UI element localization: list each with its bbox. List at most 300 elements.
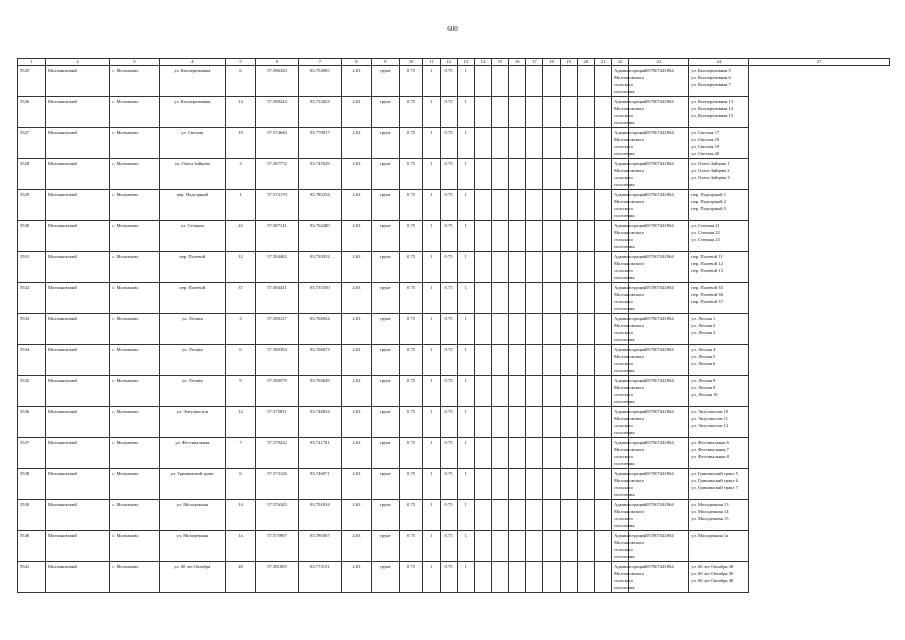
owner-cell bbox=[612, 97, 646, 128]
empty-cell bbox=[474, 159, 491, 190]
served-addresses-cell bbox=[689, 128, 749, 159]
row-id-cell: 5532 bbox=[18, 283, 46, 314]
area-cell: 2.63 bbox=[341, 221, 371, 252]
empty-cell bbox=[594, 438, 611, 469]
ogrn-cell: 1057007441864 bbox=[629, 128, 689, 159]
empty-cell bbox=[526, 562, 543, 593]
empty-cell bbox=[594, 252, 611, 283]
owner-cell bbox=[612, 500, 646, 531]
empty-cell bbox=[474, 345, 491, 376]
served-address: пер. Полевой 37 bbox=[691, 299, 723, 304]
owner-line: Молчановского bbox=[614, 540, 645, 545]
empty-cell bbox=[491, 190, 508, 221]
empty-cell bbox=[509, 252, 526, 283]
column-number-cell: 12 bbox=[440, 59, 457, 66]
row-id-cell: 5541 bbox=[18, 562, 46, 593]
street-cell: ул. Светлая bbox=[159, 128, 225, 159]
served-addresses-cell bbox=[689, 314, 749, 345]
value-cell-14: 1 bbox=[457, 469, 474, 500]
served-address: пер. Полевой 36 bbox=[691, 292, 723, 297]
owner-line: поселения bbox=[614, 585, 635, 590]
served-address: ул. Светлая 17 bbox=[691, 130, 720, 135]
empty-cell bbox=[577, 190, 594, 221]
value-cell-13: 0.75 bbox=[440, 438, 457, 469]
district-cell: Молчановский bbox=[45, 128, 109, 159]
locality-cell: с. Молчаново bbox=[110, 252, 159, 283]
surface-cell: грунт bbox=[371, 221, 399, 252]
empty-cell bbox=[474, 283, 491, 314]
longitude-cell: 83.766924 bbox=[298, 314, 341, 345]
column-number-cell: 24 bbox=[689, 59, 749, 66]
owner-cell bbox=[612, 469, 646, 500]
column-number-row bbox=[18, 59, 890, 66]
house-number-cell: 14 bbox=[226, 97, 256, 128]
value-cell-13: 0.75 bbox=[440, 159, 457, 190]
row-id-cell: 5537 bbox=[18, 438, 46, 469]
served-address: пер. Полевой 13 bbox=[691, 268, 723, 273]
ogrn-cell: 1057007441864 bbox=[629, 66, 689, 97]
locality-cell: с. Молчаново bbox=[110, 562, 159, 593]
surface-cell: грунт bbox=[371, 128, 399, 159]
owner-line: Молчановского bbox=[614, 230, 645, 235]
surface-cell: грунт bbox=[371, 159, 399, 190]
ogrn-cell: 1057007441864 bbox=[629, 252, 689, 283]
house-number-cell: 9 bbox=[226, 376, 256, 407]
owner-line: Молчановского bbox=[614, 478, 645, 483]
owner-line: Молчановского bbox=[614, 385, 645, 390]
served-addresses-cell bbox=[689, 531, 749, 562]
empty-cell bbox=[491, 562, 508, 593]
row-id-cell: 5538 bbox=[18, 469, 46, 500]
house-number-cell: 12 bbox=[226, 252, 256, 283]
column-number-cell: 10 bbox=[399, 59, 423, 66]
owner-line: сельского bbox=[614, 578, 633, 583]
value-cell-14: 1 bbox=[457, 407, 474, 438]
surface-cell: грунт bbox=[371, 345, 399, 376]
district-cell: Молчановский bbox=[45, 314, 109, 345]
served-addresses-cell bbox=[689, 345, 749, 376]
owner-cell bbox=[612, 159, 646, 190]
empty-cell bbox=[577, 376, 594, 407]
owner-line: поселения bbox=[614, 275, 635, 280]
empty-cell bbox=[594, 97, 611, 128]
table-row bbox=[18, 407, 890, 438]
empty-cell bbox=[526, 190, 543, 221]
value-cell-11: 0.75 bbox=[399, 252, 423, 283]
served-addresses-cell bbox=[689, 159, 749, 190]
row-id-cell: 5529 bbox=[18, 190, 46, 221]
ogrn-cell: 1057007441864 bbox=[629, 221, 689, 252]
street-cell: ул. Гришинский тракт bbox=[159, 469, 225, 500]
latitude-cell: 57.584482 bbox=[256, 252, 299, 283]
column-number-cell: 6 bbox=[256, 59, 299, 66]
value-cell-13: 0.75 bbox=[440, 500, 457, 531]
empty-cell bbox=[526, 531, 543, 562]
registry-body bbox=[18, 59, 890, 593]
longitude-cell: 83.746071 bbox=[298, 469, 341, 500]
owner-cell bbox=[612, 407, 646, 438]
owner-line: Администрация bbox=[614, 533, 646, 538]
empty-cell bbox=[491, 314, 508, 345]
row-id-cell: 5527 bbox=[18, 128, 46, 159]
table-row bbox=[18, 128, 890, 159]
empty-cell bbox=[560, 438, 577, 469]
owner-line: Администрация bbox=[614, 285, 646, 290]
empty-cell bbox=[543, 283, 560, 314]
owner-cell bbox=[612, 438, 646, 469]
empty-cell bbox=[543, 469, 560, 500]
latitude-cell: 57.586320 bbox=[256, 66, 299, 97]
area-cell: 2.63 bbox=[341, 345, 371, 376]
value-cell-13: 0.75 bbox=[440, 97, 457, 128]
empty-cell bbox=[577, 128, 594, 159]
empty-cell bbox=[594, 283, 611, 314]
served-address: ул. Фестивальная 7 bbox=[691, 447, 729, 452]
value-cell-13: 0.75 bbox=[440, 531, 457, 562]
empty-cell bbox=[543, 345, 560, 376]
value-cell-12: 1 bbox=[423, 283, 440, 314]
served-address: ул. Кооперативная 14 bbox=[691, 106, 734, 111]
column-number-cell: 21 bbox=[594, 59, 611, 66]
house-number-cell: 7 bbox=[226, 438, 256, 469]
area-cell: 2.63 bbox=[341, 283, 371, 314]
owner-line: Администрация bbox=[614, 471, 646, 476]
street-cell: ул. Энтузиастов bbox=[159, 407, 225, 438]
street-cell: ул. Лесная bbox=[159, 314, 225, 345]
house-number-cell: 1а bbox=[226, 531, 256, 562]
empty-cell bbox=[509, 407, 526, 438]
empty-cell bbox=[509, 283, 526, 314]
owner-line: сельского bbox=[614, 423, 633, 428]
owner-cell bbox=[612, 314, 646, 345]
street-cell: ул. Степная bbox=[159, 221, 225, 252]
latitude-cell: 57.584431 bbox=[256, 283, 299, 314]
value-cell-12: 1 bbox=[423, 221, 440, 252]
empty-cell bbox=[526, 314, 543, 345]
empty-cell bbox=[509, 221, 526, 252]
value-cell-14: 1 bbox=[457, 128, 474, 159]
owner-line: поселения bbox=[614, 213, 635, 218]
table-row bbox=[18, 500, 890, 531]
owner-line: сельского bbox=[614, 392, 633, 397]
served-address: ул. Фестивальная 8 bbox=[691, 454, 729, 459]
empty-cell bbox=[594, 345, 611, 376]
served-address: ул. Гришинский тракт 7 bbox=[691, 485, 738, 490]
empty-cell bbox=[526, 345, 543, 376]
district-cell: Молчановский bbox=[45, 562, 109, 593]
empty-cell bbox=[577, 252, 594, 283]
locality-cell: с. Молчаново bbox=[110, 438, 159, 469]
empty-cell bbox=[543, 97, 560, 128]
locality-cell: с. Молчаново bbox=[110, 190, 159, 221]
street-cell: ул. Кооперативная bbox=[159, 97, 225, 128]
value-cell-11: 0.75 bbox=[399, 221, 423, 252]
value-cell-12: 1 bbox=[423, 531, 440, 562]
table-row bbox=[18, 159, 890, 190]
empty-cell bbox=[560, 562, 577, 593]
value-cell-14: 1 bbox=[457, 345, 474, 376]
house-number-cell: 6 bbox=[226, 66, 256, 97]
value-cell-13: 0.75 bbox=[440, 190, 457, 221]
served-address: ул. Кооперативная 6 bbox=[691, 75, 731, 80]
value-cell-14: 1 bbox=[457, 252, 474, 283]
latitude-cell: 57.573126 bbox=[256, 469, 299, 500]
locality-cell: с. Молчаново bbox=[110, 469, 159, 500]
owner-cell bbox=[612, 128, 646, 159]
empty-cell bbox=[526, 469, 543, 500]
page-number: 600 bbox=[447, 25, 458, 33]
served-addresses-cell bbox=[689, 252, 749, 283]
served-address: ул. Лесная 6 bbox=[691, 361, 716, 366]
empty-cell bbox=[577, 221, 594, 252]
latitude-cell: 57.575907 bbox=[256, 531, 299, 562]
table-row bbox=[18, 66, 890, 97]
owner-line: поселения bbox=[614, 182, 635, 187]
column-number-cell: 15 bbox=[491, 59, 508, 66]
locality-cell: с. Молчаново bbox=[110, 97, 159, 128]
value-cell-11: 0.75 bbox=[399, 314, 423, 345]
area-cell: 2.63 bbox=[341, 159, 371, 190]
served-address: ул. Энтузиастов 10 bbox=[691, 409, 729, 414]
value-cell-14: 1 bbox=[457, 314, 474, 345]
empty-cell bbox=[474, 469, 491, 500]
column-number-cell: 13 bbox=[457, 59, 474, 66]
ogrn-cell: 1057007441864 bbox=[629, 407, 689, 438]
column-number-cell: 27 bbox=[749, 59, 890, 66]
served-address: ул. Лесная 8 bbox=[691, 378, 716, 383]
owner-line: сельского bbox=[614, 144, 633, 149]
empty-cell bbox=[560, 128, 577, 159]
empty-cell bbox=[543, 531, 560, 562]
served-address: ул. Светлая 19 bbox=[691, 144, 720, 149]
empty-cell bbox=[594, 469, 611, 500]
empty-cell bbox=[491, 500, 508, 531]
table-row bbox=[18, 531, 890, 562]
empty-cell bbox=[543, 562, 560, 593]
street-cell: ул. Молодежная bbox=[159, 531, 225, 562]
value-cell-12: 1 bbox=[423, 438, 440, 469]
empty-cell bbox=[474, 66, 491, 97]
ogrn-cell: 1057007441864 bbox=[629, 314, 689, 345]
served-address: ул. Лесная 3 bbox=[691, 330, 716, 335]
table-row bbox=[18, 190, 890, 221]
owner-line: Молчановского bbox=[614, 261, 645, 266]
locality-cell: с. Молчаново bbox=[110, 500, 159, 531]
empty-cell bbox=[543, 407, 560, 438]
owner-cell bbox=[612, 562, 646, 593]
district-cell: Молчановский bbox=[45, 438, 109, 469]
column-number-cell: 2 bbox=[45, 59, 109, 66]
empty-cell bbox=[560, 159, 577, 190]
surface-cell: грунт bbox=[371, 562, 399, 593]
owner-line: Молчановского bbox=[614, 137, 645, 142]
owner-line: Администрация bbox=[614, 68, 646, 73]
value-cell-13: 0.75 bbox=[440, 469, 457, 500]
value-cell-14: 1 bbox=[457, 97, 474, 128]
street-cell: ул. Лесная bbox=[159, 376, 225, 407]
served-address: пер. Полевой 35 bbox=[691, 285, 723, 290]
empty-cell bbox=[577, 407, 594, 438]
area-cell: 2.63 bbox=[341, 314, 371, 345]
value-cell-11: 0.75 bbox=[399, 159, 423, 190]
owner-line: Администрация bbox=[614, 161, 646, 166]
street-cell: ул. Лесная bbox=[159, 345, 225, 376]
served-addresses-cell bbox=[689, 283, 749, 314]
empty-cell bbox=[560, 221, 577, 252]
owner-line: Молчановского bbox=[614, 168, 645, 173]
value-cell-14: 1 bbox=[457, 531, 474, 562]
empty-cell bbox=[474, 128, 491, 159]
empty-cell bbox=[577, 97, 594, 128]
empty-cell bbox=[577, 283, 594, 314]
empty-cell bbox=[526, 438, 543, 469]
value-cell-14: 1 bbox=[457, 438, 474, 469]
empty-cell bbox=[577, 500, 594, 531]
empty-cell bbox=[474, 500, 491, 531]
value-cell-14: 1 bbox=[457, 500, 474, 531]
surface-cell: грунт bbox=[371, 252, 399, 283]
column-number-cell: 7 bbox=[298, 59, 341, 66]
owner-line: сельского bbox=[614, 268, 633, 273]
owner-line: Молчановского bbox=[614, 571, 645, 576]
value-cell-13: 0.75 bbox=[440, 345, 457, 376]
value-cell-12: 1 bbox=[423, 562, 440, 593]
empty-cell bbox=[526, 66, 543, 97]
value-cell-13: 0.75 bbox=[440, 283, 457, 314]
empty-cell bbox=[594, 314, 611, 345]
district-cell: Молчановский bbox=[45, 345, 109, 376]
area-cell: 2.63 bbox=[341, 562, 371, 593]
owner-cell bbox=[612, 221, 646, 252]
empty-cell bbox=[509, 376, 526, 407]
row-id-cell: 5528 bbox=[18, 159, 46, 190]
table-row bbox=[18, 562, 890, 593]
district-cell: Молчановский bbox=[45, 283, 109, 314]
served-address: ул. Молодежная 14 bbox=[691, 509, 729, 514]
served-address: ул. Олега Зайцева 1 bbox=[691, 161, 730, 166]
row-id-cell: 5531 bbox=[18, 252, 46, 283]
owner-line: Молчановского bbox=[614, 106, 645, 111]
owner-line: сельского bbox=[614, 485, 633, 490]
served-addresses-cell bbox=[689, 500, 749, 531]
empty-cell bbox=[474, 562, 491, 593]
ogrn-cell: 1057007441864 bbox=[629, 562, 689, 593]
area-cell: 2.63 bbox=[341, 252, 371, 283]
district-cell: Молчановский bbox=[45, 159, 109, 190]
served-address: ул. Степная 21 bbox=[691, 223, 720, 228]
row-id-cell: 5533 bbox=[18, 314, 46, 345]
value-cell-13: 0.75 bbox=[440, 407, 457, 438]
value-cell-12: 1 bbox=[423, 345, 440, 376]
longitude-cell: 83.754905 bbox=[298, 66, 341, 97]
value-cell-12: 1 bbox=[423, 314, 440, 345]
empty-cell bbox=[491, 128, 508, 159]
owner-line: сельского bbox=[614, 454, 633, 459]
longitude-cell: 83.773131 bbox=[298, 562, 341, 593]
owner-line: поселения bbox=[614, 306, 635, 311]
ogrn-cell: 1057007441864 bbox=[629, 190, 689, 221]
value-cell-11: 0.75 bbox=[399, 438, 423, 469]
longitude-cell: 83.745529 bbox=[298, 159, 341, 190]
empty-cell bbox=[474, 407, 491, 438]
owner-line: Молчановского bbox=[614, 509, 645, 514]
value-cell-12: 1 bbox=[423, 128, 440, 159]
surface-cell: грунт bbox=[371, 190, 399, 221]
empty-cell bbox=[474, 190, 491, 221]
value-cell-11: 0.75 bbox=[399, 345, 423, 376]
owner-line: сельского bbox=[614, 113, 633, 118]
owner-line: сельского bbox=[614, 82, 633, 87]
served-addresses-cell bbox=[689, 438, 749, 469]
owner-cell bbox=[612, 376, 646, 407]
owner-line: сельского bbox=[614, 206, 633, 211]
street-cell: ул. Фестивальная bbox=[159, 438, 225, 469]
empty-cell bbox=[594, 221, 611, 252]
column-number-cell: 14 bbox=[474, 59, 491, 66]
owner-line: поселения bbox=[614, 430, 635, 435]
owner-cell bbox=[612, 252, 646, 283]
area-cell: 2.63 bbox=[341, 407, 371, 438]
surface-cell: грунт bbox=[371, 438, 399, 469]
table-row bbox=[18, 97, 890, 128]
latitude-cell: 57.575831 bbox=[256, 407, 299, 438]
row-id-cell: 5539 bbox=[18, 500, 46, 531]
column-number-cell: 5 bbox=[226, 59, 256, 66]
latitude-cell: 57.580394 bbox=[256, 345, 299, 376]
district-cell: Молчановский bbox=[45, 66, 109, 97]
empty-cell bbox=[594, 66, 611, 97]
owner-line: сельского bbox=[614, 175, 633, 180]
empty-cell bbox=[526, 500, 543, 531]
row-id-cell: 5530 bbox=[18, 221, 46, 252]
longitude-cell: 83.765649 bbox=[298, 376, 341, 407]
served-address: ул. Кооперативная 15 bbox=[691, 113, 734, 118]
latitude-cell: 57.574640 bbox=[256, 128, 299, 159]
longitude-cell: 83.753023 bbox=[298, 97, 341, 128]
empty-cell bbox=[509, 562, 526, 593]
locality-cell: с. Молчаново bbox=[110, 407, 159, 438]
empty-cell bbox=[560, 314, 577, 345]
column-number-cell: 17 bbox=[526, 59, 543, 66]
owner-line: поселения bbox=[614, 461, 635, 466]
empty-cell bbox=[543, 376, 560, 407]
empty-cell bbox=[577, 345, 594, 376]
empty-cell bbox=[509, 438, 526, 469]
surface-cell: грунт bbox=[371, 97, 399, 128]
owner-line: поселения bbox=[614, 368, 635, 373]
served-addresses-cell bbox=[689, 562, 749, 593]
ogrn-cell: 1057007441864 bbox=[629, 376, 689, 407]
longitude-cell: 83.770917 bbox=[298, 128, 341, 159]
empty-cell bbox=[560, 66, 577, 97]
empty-cell bbox=[543, 190, 560, 221]
row-id-cell: 5540 bbox=[18, 531, 46, 562]
owner-cell bbox=[612, 345, 646, 376]
area-cell: 2.63 bbox=[341, 128, 371, 159]
row-id-cell: 5536 bbox=[18, 407, 46, 438]
locality-cell: с. Молчаново bbox=[110, 221, 159, 252]
area-cell: 2.63 bbox=[341, 66, 371, 97]
value-cell-11: 0.75 bbox=[399, 128, 423, 159]
column-number-cell: 20 bbox=[577, 59, 594, 66]
owner-cell bbox=[612, 66, 646, 97]
served-address: ул. Энтузиастов 11 bbox=[691, 416, 729, 421]
owner-line: Администрация bbox=[614, 409, 646, 414]
served-address: ул. Фестивальная 6 bbox=[691, 440, 729, 445]
value-cell-11: 0.75 bbox=[399, 97, 423, 128]
house-number-cell: 6 bbox=[226, 469, 256, 500]
served-address: ул. 60 лет Октября 38 bbox=[691, 564, 734, 569]
